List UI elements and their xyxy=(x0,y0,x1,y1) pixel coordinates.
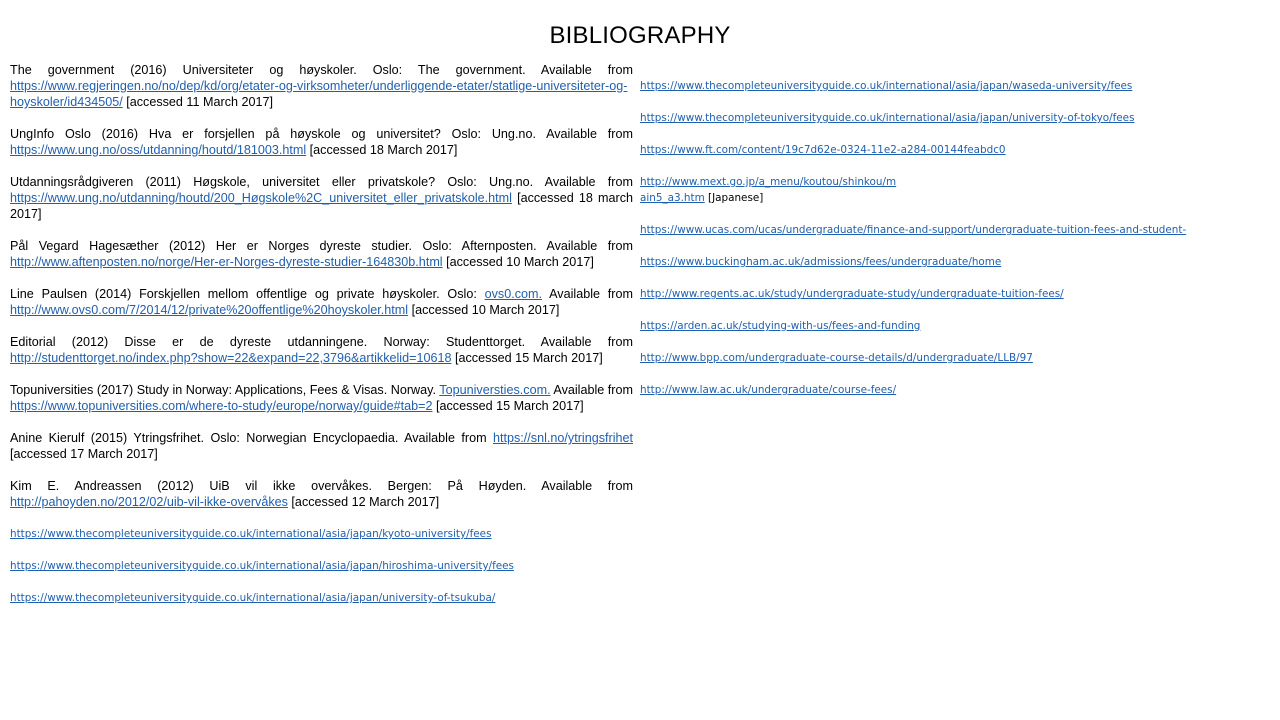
reference-link[interactable]: http://www.aftenposten.no/norge/Her-er-Norges-dyreste-studier-164830b.html xyxy=(10,255,443,269)
reference-accessed: [accessed 17 March 2017] xyxy=(10,447,158,461)
url-link[interactable]: https://www.thecompleteuniversityguide.co.uk/international/asia/japan/waseda-university/fees xyxy=(640,80,1133,92)
reference-entry xyxy=(10,286,633,318)
reference-text: The government (2016) Universiteter og høyskoler. Oslo: The government. Available from xyxy=(10,63,633,77)
reference-text: Line Paulsen (2014) Forskjellen mellom offentlige og private høyskoler. Oslo: xyxy=(10,287,485,301)
url-link[interactable]: https://www.thecompleteuniversityguide.co.uk/international/asia/japan/hiroshima-university/fees xyxy=(10,560,514,572)
reference-text: Utdanningsrådgiveren (2011) Høgskole, universitet eller privatskole? Oslo: Ung.no. Available from xyxy=(10,175,633,189)
url-link[interactable]: https://www.buckingham.ac.uk/admissions/fees/undergraduate/home xyxy=(640,256,1002,268)
reference-entry xyxy=(10,430,633,462)
reference-entry xyxy=(10,382,633,414)
reference-text: Kim E. Andreassen (2012) UiB vil ikke overvåkes. Bergen: På Høyden. Available from xyxy=(10,479,633,493)
url-link[interactable]: https://www.ft.com/content/19c7d62e-0324-11e2-a284-00144feabdc0 xyxy=(640,144,1006,156)
reference-entry xyxy=(10,334,633,366)
url-link[interactable]: https://www.thecompleteuniversityguide.co.uk/international/asia/japan/kyoto-university/fees xyxy=(10,528,492,540)
reference-text: Anine Kierulf (2015) Ytringsfrihet. Oslo: Norwegian Encyclopaedia. Available from xyxy=(10,431,493,445)
reference-accessed: [accessed 18 March 2017] xyxy=(306,143,458,157)
mext-entry xyxy=(640,174,1260,206)
reference-text: Available from xyxy=(542,287,633,301)
reference-entry xyxy=(10,62,633,110)
reference-entry xyxy=(10,126,633,158)
url-link[interactable]: https://arden.ac.uk/studying-with-us/fees-and-funding xyxy=(640,320,921,332)
url-link[interactable]: https://www.thecompleteuniversityguide.co.uk/international/asia/japan/university-of-tokyo/fees xyxy=(640,112,1135,124)
url-link[interactable]: https://www.thecompleteuniversityguide.co.uk/international/asia/japan/university-of-tsukuba/ xyxy=(10,592,496,604)
reference-accessed: [accessed 12 March 2017] xyxy=(287,495,440,509)
reference-entry xyxy=(10,238,633,270)
reference-text: Editorial (2012) Disse er de dyreste utdanningene. Norway: Studenttorget. Available from xyxy=(10,335,633,349)
url-link[interactable]: http://www.bpp.com/undergraduate-course-details/d/undergraduate/LLB/97 xyxy=(640,352,1033,364)
left-column xyxy=(10,62,633,622)
right-column xyxy=(640,78,1260,414)
reference-text: UngInfo Oslo (2016) Hva er forsjellen på høyskole og universitet? Oslo: Ung.no. Available from xyxy=(10,127,633,141)
reference-link[interactable]: https://www.topuniversities.com/where-to-study/europe/norway/guide#tab=2 xyxy=(10,399,433,413)
reference-accessed: [accessed 18 march 2017] xyxy=(10,191,633,221)
reference-link[interactable]: https://snl.no/ytringsfrihet xyxy=(493,431,633,445)
reference-accessed: [accessed 15 March 2017] xyxy=(432,399,584,413)
language-note: [Japanese] xyxy=(704,192,764,204)
url-link[interactable]: https://www.ucas.com/ucas/undergraduate/finance-and-support/undergraduate-tuition-fees-and-student- xyxy=(640,224,1187,236)
source-link[interactable]: Topuniversties.com. xyxy=(439,383,551,397)
reference-accessed: [accessed 10 March 2017] xyxy=(408,303,560,317)
reference-link[interactable]: https://www.ung.no/oss/utdanning/houtd/181003.html xyxy=(10,143,307,157)
reference-accessed: [accessed 11 March 2017] xyxy=(122,95,274,109)
page-title: BIBLIOGRAPHY xyxy=(549,22,731,49)
reference-text: Available from xyxy=(550,383,633,397)
reference-text: Topuniversities (2017) Study in Norway: Applications, Fees & Visas. Norway. xyxy=(10,383,440,397)
reference-text: Pål Vegard Hagesæther (2012) Her er Norges dyreste studier. Oslo: Afternposten. Available from xyxy=(10,239,633,253)
url-link[interactable]: http://www.regents.ac.uk/study/undergraduate-study/undergraduate-tuition-fees/ xyxy=(640,288,1064,300)
url-link[interactable]: http://www.mext.go.jp/a_menu/koutou/shinkou/m xyxy=(640,176,897,188)
url-link[interactable]: ain5_a3.htm xyxy=(640,192,705,204)
reference-accessed: [accessed 15 March 2017] xyxy=(451,351,603,365)
source-link[interactable]: ovs0.com. xyxy=(484,287,543,301)
reference-accessed: [accessed 10 March 2017] xyxy=(442,255,594,269)
reference-link[interactable]: http://pahoyden.no/2012/02/uib-vil-ikke-overvåkes xyxy=(10,495,288,509)
reference-entry xyxy=(10,478,633,510)
reference-link[interactable]: https://www.regjeringen.no/no/dep/kd/org/etater-og-virksomheter/underliggende-etater/statlige-universiteter-og-hoyskoler/id434505/ xyxy=(10,79,628,109)
reference-link[interactable]: http://studenttorget.no/index.php?show=22&expand=22,3796&artikkelid=10618 xyxy=(10,351,452,365)
reference-entry xyxy=(10,174,633,222)
reference-link[interactable]: https://www.ung.no/utdanning/houtd/200_Høgskole%2C_universitet_eller_privatskole.html xyxy=(10,191,512,205)
reference-link[interactable]: http://www.ovs0.com/7/2014/12/private%20offentlige%20hoyskoler.html xyxy=(10,303,409,317)
url-link[interactable]: http://www.law.ac.uk/undergraduate/course-fees/ xyxy=(640,384,897,396)
